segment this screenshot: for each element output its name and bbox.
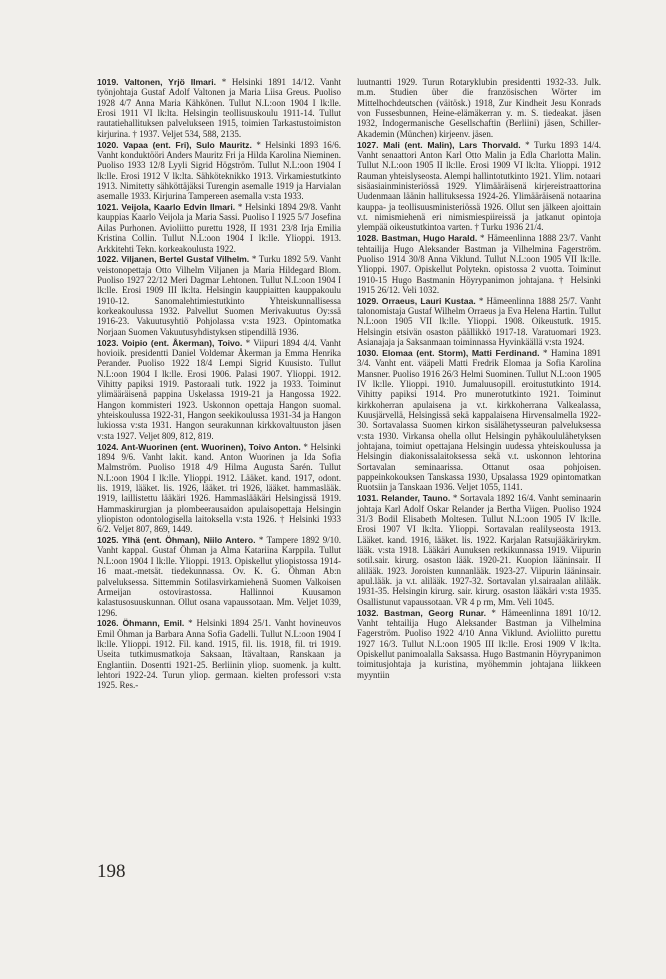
- entry-heading: 1021. Veijola, Kaarlo Edvin Ilmari.: [97, 202, 236, 213]
- entry-text: * Helsinki 1894 25/1. Vanht hovineuvos Emil Öhman ja Barbara Anna Sofia Gadelli. Tullut N.L:oon 1904 I lk:lle. Ylioppi. 1912. Fil. kand. 1915, fil. lis. 1918, fil. tri 1919. Useita tutkimusmatkoja Saksaan, Itävaltaan, Ranskaan ja Englantiin. Dosentti 1921-25. Berliinin yliop. suomenk. ja kultt. lehtori 1922-24. Turun yliop. germaan. kielten professori v:sta 1925. Res.-: [97, 618, 341, 691]
- entry-text: * Helsinki 1894 9/6. Vanht lakit. kand. Anton Wuorinen ja Ida Sofia Malmström. Puoliso 1918 4/9 Hilma Augusta Sarén. Tullut N.L:oon 1904 I lk:lle. Ylioppi. 1912. Lääket. kand. 1917, odont. lis. 1919, lääket. lis. 1926, lääket. tri 1926, lääket. hammaslääk. 1919, laillistettu lääkäri 1926. Hammaslääkäri Helsingissä 1919. Hammaskirurgian ja plombeerausaidon apulaisopettaja Helsingin yliopiston odontologisella laitoksella v:sta 1926. † Helsinki 1933 6/2. Veljet 807, 869, 1449.: [97, 441, 341, 535]
- entry-heading: 1023. Voipio (ent. Åkerman), Toivo.: [97, 337, 243, 348]
- right-column: [357, 77, 601, 680]
- biography-entry: [357, 233, 601, 295]
- entry-text: * Hämeenlinna 1888 23/7. Vanht tehtailija Hugo Aleksander Bastman ja Vilhelmina Fagerström. Puoliso 1914 30/8 Anna Viklund. Tullut N.L:oon 1905 VII lk:lle. Ylioppi. 1907. Opiskellut Polytekn. opistossa 2 vuotta. Toiminut 1910-15 Hugo Bastmanin Höyrypanimon johtajana. † Helsinki 1915 26/12. Veli 1032.: [357, 233, 601, 295]
- entry-heading: 1031. Relander, Tauno.: [357, 493, 451, 504]
- entry-text: * Hamina 1891 3/4. Vanht ent. vääpeli Matti Fredrik Elomaa ja Sofia Karolina Mansner. Puoliso 1916 26/3 Helmi Suominen. Tullut N.L:oon 1905 IV lk:lle. Ylioppi. 1910. Jumaluusopill. eroitustutkinto 1914. Vihitty papiksi 1914. Pro munerotutkinto 1921. Toiminut kirkkoherran apulaisena ja v.t. kirkkoherrana Valkealassa, Kuusjärvellä, Helsingissä sekä kappalaisena Hirvensalmella 1922-30. Sortavalassa Suomen kirkon sisälähetysseuran palveluksessa v:sta 1930. Virkansa ohella ollut Helsingin pyhäkoululähetyksen johtajana, toimiut opettajana Helsingin uudessa yhteiskoulussa ja Helsingin diakonissalaitoksessa sekä v.t. uskonnon lehtorina Sortavalan seminaarissa. Ottanut osaa pohjoisen. pappeinkokouksen Tanskassa 1930, Upsalassa 1929 opintomatkan Ruotsiin ja Tanskaan 1936. Veljet 1055, 1141.: [357, 347, 601, 493]
- biography-entry: [97, 442, 341, 535]
- page-number: 198: [97, 861, 126, 882]
- entry-heading: 1029. Orraeus, Lauri Kustaa.: [357, 295, 476, 306]
- entry-text: * Helsinki 1894 29/8. Vanht kauppias Kaarlo Veijola ja Maria Sassi. Puoliso I 1925 5/7 Josefina Ailas Purhonen. Avioliitto purettu 1928, II 1931 23/8 Irja Emilia Kristina Collin. Tullut N.L:oon 1904 I lk:lle. Ylioppi. 1913. Arkkitehti Tekn. korkeakoulusta 1922.: [97, 202, 341, 254]
- entry-text: * Viipuri 1894 4/4. Vanht hovioik. presidentti Daniel Voldemar Åkerman ja Emma Henrika Perander. Puoliso 1922 18/4 Lempi Sigrid Kuusisto. Tullut N.L:oon 1904 I lk:lle. Erosi 1906. Palasi 1907. Ylioppi. 1912. Vihitty papiksi 1919. Pastoraali tutk. 1922 ja 1933. Toiminut ylimääräisenä pappina Uskelassa 1919-21 ja Hangossa 1922. Hangon kommisteri 1923. Uskonnon opettaja Hangon suomal. yhteiskoulussa 1922-31, Hangon seekikoulussa 1931-34 ja Hangon lukiossa v:sta 1931. Hangon seurakunnan kirkkovaltuuston jäsen v:sta 1927. Veljet 809, 812, 819.: [97, 337, 341, 441]
- entry-text: * Turku 1892 5/9. Vanht veistonopettaja Otto Vilhelm Viljanen ja Maria Hildegard Blom. Puoliso 1927 22/12 Meri Dagmar Lehtonen. Tullut N.L:oon 1904 I lk:lle. Erosi 1909 III lk:lta. Helsingin kauppiaitten kauppakoulu 1910-12. Sanomalehtimiestutkinto Yhteiskunnallisessa korkeakoulussa 1932. Palvellut Suomen Merivakuutus Oy:ssä 1916-23. Vakuutusyhtiö Pohjolassa v:sta 1923. Opintomatka Norjaan Suomen Vakuutusyhdistyksen stipendillä 1936.: [97, 254, 341, 337]
- entry-text: * Helsinki 1891 14/12. Vanht työnjohtaja Gustaf Adolf Valtonen ja Maria Liisa Greus. Puoliso 1928 4/7 Anna Maria Kähkönen. Tullut N.L:oon 1904 I lk:lle. Erosi 1911 VI lk:lta. Helsingin teollisuuskoulu 1911-14. Tullut rautatiehallituksen palvelukseen 1915, toimien Tarkastustoimiston kirjurina. † 1937. Veljet 534, 588, 2135.: [97, 77, 341, 139]
- biography-entry: [97, 77, 341, 139]
- biography-entry: [357, 608, 601, 680]
- entry-text: * Tampere 1892 9/10. Vanht kappal. Gustaf Öhman ja Alma Katariina Karppila. Tullut N.L:oon 1904 I lk:lle. Ylioppi. 1913. Opiskellut yliopistossa 1914-16 maat.-metsät. tiedekunnassa. Ov. K. G. Öhman Ab:n palveluksessa. Sittemmin Sotilasvirkamiehenä Suomen Valkoisen Armeijan ostovirastossa. Hallinnoi Kuusamon kalastusosuuskunnan. Ollut osana vapaussotaan. Mm. Veljet 1039, 1296.: [97, 535, 341, 618]
- biography-entry: [357, 493, 601, 607]
- biography-entry: [97, 254, 341, 337]
- biography-entry: [357, 77, 601, 139]
- biography-entry: [97, 535, 341, 618]
- biography-entry: [357, 348, 601, 493]
- entry-text: * Helsinki 1893 16/6. Vanht konduktööri Anders Mauritz Fri ja Hilda Karolina Nieminen. Puoliso 1933 12/8 Lyyli Sigrid Högström. Tullut N.L:oon 1904 I lk:lle. Erosi 1912 V lk:lta. Sähköteknikko 1913. Virkamiestutkinto 1913. Nimitetty sähköttäjäksi Turengin asemalle 1919 ja Harvialan asemalle 1933. Kirjurina Tampereen asemalla v:sta 1933.: [97, 139, 341, 202]
- biography-entry: [97, 140, 341, 202]
- biography-entry: [357, 140, 601, 233]
- biography-entry: [97, 338, 341, 441]
- entry-heading: 1022. Viljanen, Bertel Gustaf Vilhelm.: [97, 254, 250, 265]
- entry-heading: 1032. Bastman, Georg Runar.: [357, 607, 486, 618]
- entry-heading: 1026. Öhmann, Emil.: [97, 618, 185, 629]
- entry-heading: 1020. Vapaa (ent. Fri), Sulo Mauritz.: [97, 139, 252, 150]
- biography-entry: [97, 618, 341, 690]
- entry-heading: 1027. Mali (ent. Malin), Lars Thorvald.: [357, 139, 521, 150]
- entry-text: luutnantti 1929. Turun Rotaryklubin presidentti 1932-33. Julk. m.m. Studien über die französischen Wörter im Mittelhochdeutschen (väitösk.) 1918, Zur Kindheit Jesu Konrads von Fussesbunnen, Heine-elämäkerran y. m. S. tiedeakat. jäsen 1932, Indogermanische Gesellschaftin (Berliini) jäsen, Schiller-Akademin (München) kirjeenv. jäsen.: [357, 77, 601, 139]
- entry-heading: 1025. Ylhä (ent. Öhman), Niilo Antero.: [97, 535, 256, 546]
- entry-heading: 1028. Bastman, Hugo Harald.: [357, 233, 478, 244]
- entry-text: * Turku 1893 14/4. Vanht senaattori Anton Karl Otto Malin ja Edla Charlotta Malin. Tullut N.L:oon 1905 II lk:lle. Erosi 1909 VI lk:lta. Ylioppi. 1912 Rauman yhteislyseosta. Alempi hallintotutkinto 1921. Ylim. notaari sisäasiainministeriössä 1929. Ylimääräisenä kirjereistraattorina Uudenmaan läänin hallituksessa 1924-26. Ylimääräisenä notaarina kauppa- ja teollisuusministeriössä 1926. Ollut sen jälkeen ajoittain v.t. nimismiehenä eri nimismiespiireissä ja jatkanut opintoja ylempää oikeustutkintoa varten. † Turku 1936 21/4.: [357, 139, 601, 233]
- left-column: [97, 77, 341, 691]
- biography-entry: [97, 202, 341, 254]
- entry-heading: 1030. Elomaa (ent. Storm), Matti Ferdinand.: [357, 347, 540, 358]
- entry-heading: 1024. Ant-Wuorinen (ent. Wuorinen), Toivo Anton.: [97, 441, 301, 452]
- entry-heading: 1019. Valtonen, Yrjö Ilmari.: [97, 77, 217, 87]
- entry-text: * Hämeenlinna 1888 25/7. Vanht talonomistaja Gustaf Wilhelm Orraeus ja Eva Helena Hartin. Tullut N.L:oon 1905 VII lk:lle. Ylioppi. 1908. Oikeustutk. 1915. Helsingin etsivän osaston päällikkö 1917-18. Varatuomari 1923. Asianajaja ja Saksanmaan toiminnassa Hyvinkäällä v:sta 1924.: [357, 295, 601, 348]
- entry-text: * Sortavala 1892 16/4. Vanht seminaarin johtaja Karl Adolf Oskar Relander ja Bertha Viigen. Puoliso 1924 31/3 Bodil Elisabeth Moltesen. Tullut N.L:oon 1905 IV lk:lle. Erosi 1907 VI lk:lta. Ylioppi. Sortavalan realilyseosta 1913. Lääket. kand. 1916, lääket. lis. 1922. Karjalan Ratsujääkärirykm. lääk. v:sta 1918. Lääkäri Aunuksen retkikunnassa 1919. Viipurin sotil.sair. kirurg. osaston lääk. 1920-21. Kuopion lääninsair. II alilääk. 1923. Joroisten kunnanlääk. 1923-27. Viipurin lääninsair. apul.lääk. ja v.t. alilääk. 1927-32. Sortavalan yl.sairaalan alilääk. 1931-35. Helsingin kirurg. sair. kirurg. osaston lääkäri v:sta 1935. Osallistunut vapaussotaan. VR 4 p rm, Mm. Veli 1045.: [357, 493, 601, 607]
- biography-entry: [357, 296, 601, 348]
- entry-text: * Hämeenlinna 1891 10/12. Vanht tehtailija Hugo Aleksander Bastman ja Vilhelmina Fagerström. Puoliso 1922 4/10 Anna Viklund. Avioliitto purettu 1927 16/3. Tullut N.L:oon 1905 III lk:lle. Erosi 1909 V lk:lta. Opiskellut panimoalalla Saksassa. Hugo Bastmanin Höyrypanimon toimitusjohtaja ja kuristina, myöhemmin johtajana liikkeen myyntiin: [357, 607, 601, 680]
